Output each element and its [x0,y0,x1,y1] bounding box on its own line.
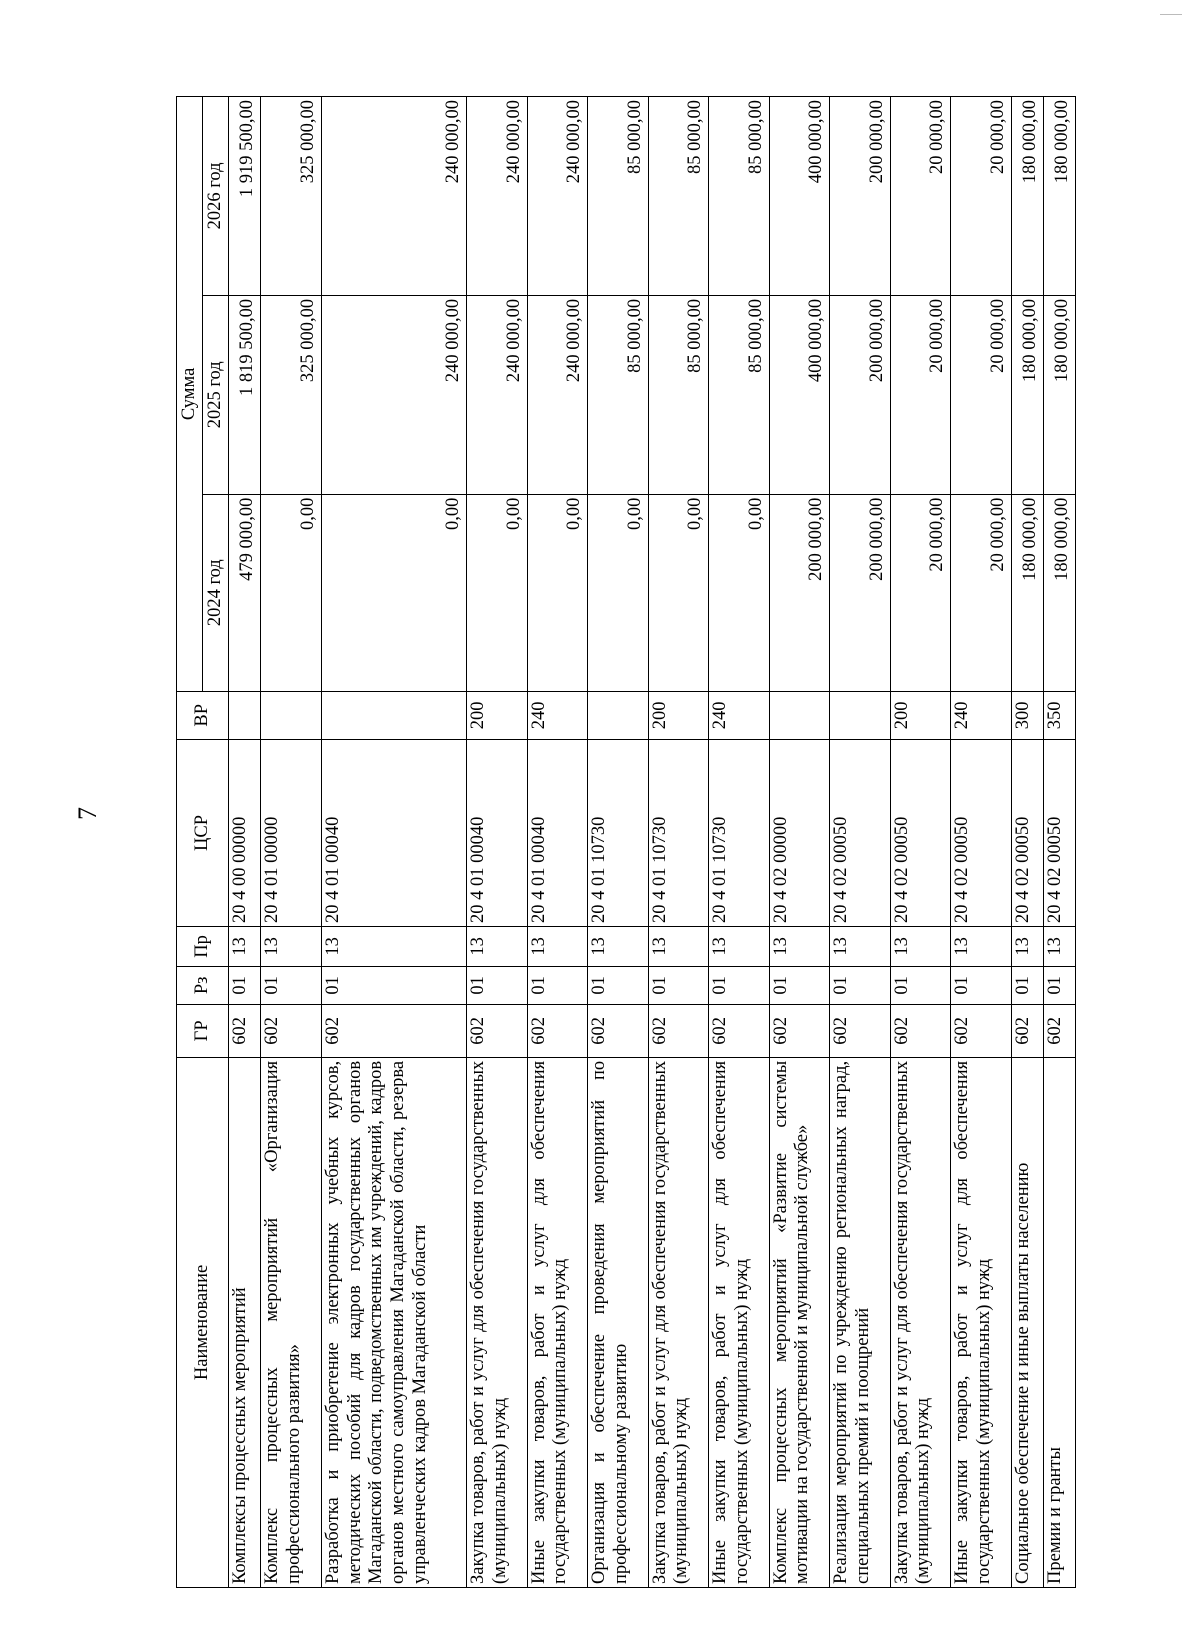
table-row [890,97,951,1588]
cell-rz: 01 [229,966,261,1004]
cell-y2025: 325 000,00 [261,295,322,494]
cell-name: Организация и обеспечение проведения мероприятий по профессиональному развитию [588,1057,649,1587]
cell-name: Комплекс процессных мероприятий «Развитие системы мотивации на государственной и муниципальной службе» [769,1057,830,1587]
cell-csr: 20 4 01 00000 [261,739,322,926]
cell-gr: 602 [830,1004,891,1057]
cell-y2025: 20 000,00 [890,295,951,494]
cell-gr: 602 [890,1004,951,1057]
table-row [830,97,891,1588]
cell-y2026: 85 000,00 [709,97,770,296]
table-row [261,97,322,1588]
cell-y2024: 200 000,00 [830,494,891,691]
cell-csr: 20 4 01 00040 [467,739,528,926]
cell-csr: 20 4 02 00050 [830,739,891,926]
cell-pr: 13 [1043,927,1075,967]
cell-gr: 602 [709,1004,770,1057]
cell-y2025: 180 000,00 [1011,295,1043,494]
cell-csr: 20 4 01 00040 [321,739,466,926]
cell-vr [261,691,322,739]
scan-mark [1160,14,1182,15]
header-2026: 2026 год [203,97,229,296]
header-name: Наименование [177,1057,229,1587]
table-row [1043,97,1075,1588]
cell-y2026: 20 000,00 [951,97,1012,296]
cell-y2025: 200 000,00 [830,295,891,494]
table-row [229,97,261,1588]
cell-y2026: 20 000,00 [890,97,951,296]
table-row [648,97,709,1588]
budget-table [176,96,1076,1588]
cell-name: Закупка товаров, работ и услуг для обеспечения государственных (муниципальных) нужд [648,1057,709,1587]
cell-y2026: 180 000,00 [1043,97,1075,296]
cell-gr: 602 [527,1004,588,1057]
cell-y2024: 0,00 [588,494,649,691]
cell-name: Закупка товаров, работ и услуг для обеспечения государственных (муниципальных) нужд [467,1057,528,1587]
cell-y2025: 85 000,00 [588,295,649,494]
cell-pr: 13 [467,927,528,967]
cell-vr [321,691,466,739]
cell-y2025: 1 819 500,00 [229,295,261,494]
cell-pr: 13 [648,927,709,967]
cell-name: Иные закупки товаров, работ и услуг для обеспечения государственных (муниципальных) нужд [951,1057,1012,1587]
cell-csr: 20 4 01 10730 [709,739,770,926]
cell-y2024: 0,00 [527,494,588,691]
cell-y2025: 85 000,00 [709,295,770,494]
cell-y2026: 200 000,00 [830,97,891,296]
cell-gr: 602 [229,1004,261,1057]
cell-y2026: 240 000,00 [467,97,528,296]
cell-vr: 240 [951,691,1012,739]
table-row [467,97,528,1588]
table-body [229,97,1076,1588]
cell-gr: 602 [467,1004,528,1057]
header-rz: Рз [177,966,229,1004]
cell-y2024: 479 000,00 [229,494,261,691]
cell-vr: 300 [1011,691,1043,739]
cell-gr: 602 [321,1004,466,1057]
cell-vr: 200 [648,691,709,739]
table-row [951,97,1012,1588]
cell-csr: 20 4 01 10730 [588,739,649,926]
cell-csr: 20 4 01 10730 [648,739,709,926]
cell-csr: 20 4 02 00050 [1011,739,1043,926]
cell-name: Закупка товаров, работ и услуг для обеспечения государственных (муниципальных) нужд [890,1057,951,1587]
table-row [1011,97,1043,1588]
table-row [588,97,649,1588]
cell-csr: 20 4 01 00040 [527,739,588,926]
cell-rz: 01 [1043,966,1075,1004]
cell-gr: 602 [1011,1004,1043,1057]
cell-pr: 13 [1011,927,1043,967]
cell-y2024: 20 000,00 [890,494,951,691]
header-sum: Сумма [177,97,203,692]
cell-rz: 01 [648,966,709,1004]
cell-y2026: 400 000,00 [769,97,830,296]
cell-y2024: 0,00 [321,494,466,691]
cell-csr: 20 4 02 00000 [769,739,830,926]
cell-pr: 13 [769,927,830,967]
cell-name: Комплексы процессных мероприятий [229,1057,261,1587]
cell-y2026: 240 000,00 [321,97,466,296]
cell-pr: 13 [527,927,588,967]
cell-pr: 13 [890,927,951,967]
cell-name: Разработка и приобретение электронных учебных курсов, методических пособий для кадров государственных органов Магаданской области, подведомственных им учреждений, кадров органов местного самоуправления Магаданской области, резерва управленческих кадров Магаданской области [321,1057,466,1587]
cell-vr: 240 [527,691,588,739]
cell-name: Иные закупки товаров, работ и услуг для обеспечения государственных (муниципальных) нужд [709,1057,770,1587]
cell-csr: 20 4 02 00050 [890,739,951,926]
cell-rz: 01 [830,966,891,1004]
table-row [769,97,830,1588]
header-pr: Пр [177,927,229,967]
header-gr: ГР [177,1004,229,1057]
budget-table-rotated [176,96,1076,1588]
cell-gr: 602 [588,1004,649,1057]
cell-y2026: 85 000,00 [648,97,709,296]
table-row [709,97,770,1588]
cell-pr: 13 [261,927,322,967]
page-number: 7 [73,807,102,820]
cell-y2026: 85 000,00 [588,97,649,296]
cell-csr: 20 4 00 00000 [229,739,261,926]
cell-rz: 01 [890,966,951,1004]
cell-y2024: 0,00 [261,494,322,691]
cell-gr: 602 [648,1004,709,1057]
cell-y2024: 0,00 [648,494,709,691]
table-row [321,97,466,1588]
table-row [527,97,588,1588]
cell-y2025: 240 000,00 [467,295,528,494]
cell-vr: 350 [1043,691,1075,739]
cell-rz: 01 [467,966,528,1004]
cell-gr: 602 [769,1004,830,1057]
cell-y2024: 20 000,00 [951,494,1012,691]
cell-vr: 200 [467,691,528,739]
cell-y2025: 85 000,00 [648,295,709,494]
cell-rz: 01 [261,966,322,1004]
cell-rz: 01 [588,966,649,1004]
cell-name: Премии и гранты [1043,1057,1075,1587]
cell-pr: 13 [229,927,261,967]
cell-y2026: 240 000,00 [527,97,588,296]
header-2025: 2025 год [203,295,229,494]
cell-y2025: 240 000,00 [527,295,588,494]
cell-gr: 602 [261,1004,322,1057]
cell-pr: 13 [321,927,466,967]
cell-pr: 13 [830,927,891,967]
cell-y2024: 200 000,00 [769,494,830,691]
cell-gr: 602 [1043,1004,1075,1057]
cell-vr: 240 [709,691,770,739]
cell-rz: 01 [951,966,1012,1004]
cell-y2025: 240 000,00 [321,295,466,494]
cell-csr: 20 4 02 00050 [951,739,1012,926]
cell-gr: 602 [951,1004,1012,1057]
cell-y2026: 325 000,00 [261,97,322,296]
header-csr: ЦСР [177,739,229,926]
cell-vr [229,691,261,739]
cell-pr: 13 [709,927,770,967]
cell-y2026: 180 000,00 [1011,97,1043,296]
cell-vr [830,691,891,739]
cell-pr: 13 [588,927,649,967]
header-2024: 2024 год [203,494,229,691]
cell-y2025: 180 000,00 [1043,295,1075,494]
cell-rz: 01 [709,966,770,1004]
cell-name: Социальное обеспечение и иные выплаты населению [1011,1057,1043,1587]
cell-name: Комплекс процессных мероприятий «Организация профессионального развития» [261,1057,322,1587]
cell-y2024: 180 000,00 [1043,494,1075,691]
cell-csr: 20 4 02 00050 [1043,739,1075,926]
header-vr: ВР [177,691,229,739]
cell-y2025: 400 000,00 [769,295,830,494]
cell-name: Иные закупки товаров, работ и услуг для обеспечения государственных (муниципальных) нужд [527,1057,588,1587]
cell-y2026: 1 919 500,00 [229,97,261,296]
cell-vr [769,691,830,739]
cell-rz: 01 [527,966,588,1004]
cell-y2025: 20 000,00 [951,295,1012,494]
cell-pr: 13 [951,927,1012,967]
cell-vr [588,691,649,739]
cell-name: Реализация мероприятий по учреждению региональных наград, специальных премий и поощрений [830,1057,891,1587]
cell-rz: 01 [1011,966,1043,1004]
cell-y2024: 0,00 [467,494,528,691]
cell-y2024: 180 000,00 [1011,494,1043,691]
cell-vr: 200 [890,691,951,739]
cell-rz: 01 [769,966,830,1004]
cell-y2024: 0,00 [709,494,770,691]
cell-rz: 01 [321,966,466,1004]
